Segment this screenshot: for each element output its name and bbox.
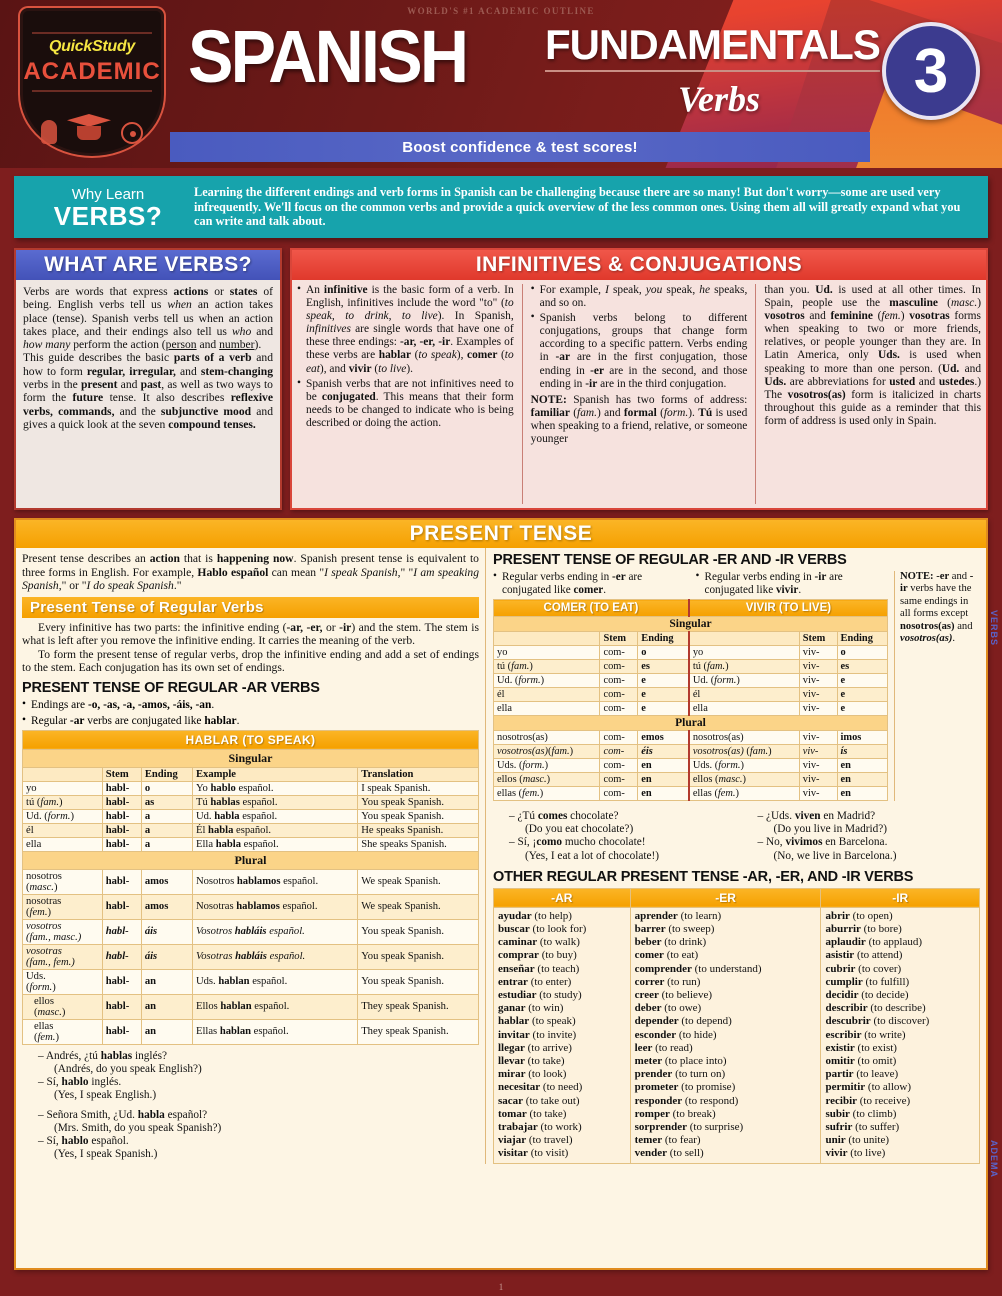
infinitives-col-2: [522, 284, 748, 504]
dialog-translation: (Do you live in Madrid?): [773, 823, 888, 836]
page-title: SPANISH: [188, 15, 467, 98]
table-row: yo habl- o Yo hablo español. I speak Spanish.: [23, 781, 479, 795]
list-item: llegar (to arrive): [498, 1041, 572, 1054]
table-row: vosotros(as)(fam.) com- éis vosotros(as) (fam.) viv- ís: [494, 745, 888, 759]
dialog-question: – ¿Uds. viven en Madrid?: [757, 810, 876, 822]
table-row: yo com- o yo viv- o: [494, 646, 888, 660]
tagline-bar: Boost confidence & test scores!: [170, 132, 870, 162]
infinitives-col-3: [755, 284, 981, 504]
vivir-dialog: [742, 810, 981, 863]
list-item: • An infinitive is the basic form of a verb. In English, infinitives include the word "to" (to speak, to drink, to live). In Spanish, infinitives are single words that have one of these three endings: -ar, -er, -ir. Examples of these verbs are hablar (to speak), comer (to eat), and vivir (to live).: [297, 284, 514, 376]
lightbulb-icon: [41, 120, 57, 144]
list-item: describir (to describe): [825, 1002, 926, 1015]
ar-verbs-heading: PRESENT TENSE OF REGULAR -AR VERBS: [22, 680, 320, 697]
why-line-2: VERBS?: [53, 200, 163, 231]
column-header: Stem: [102, 767, 141, 781]
list-item: escribir (to write): [825, 1028, 906, 1041]
what-are-verbs-title: WHAT ARE VERBS?: [16, 250, 280, 280]
list-item: necesitar (to need): [498, 1081, 583, 1094]
dialog-translation: (Yes, I eat a lot of chocolate!): [525, 849, 660, 862]
table-row: ellas (fem.) habl- an Ellas hablan español. They speak Spanish.: [23, 1019, 479, 1044]
list-item: beber (to drink): [634, 936, 707, 949]
table-row: Ud. (form.) habl- a Ud. habla español. You speak Spanish.: [23, 809, 479, 823]
infinitives-col3-text: than you. Ud. is used at all other times. In Spain, people use the masculine (masc.) vosotros and feminine (fem.) vosotras forms when speaking to two or more friends, relatives, or people younger than they are. In Latin America, only Uds. is used when speaking to more than one person. (Ud. and Uds. are abbreviations for usted and ustedes.) The vosotros(as) form is italicized in charts throughout this guide as a reminder that this form of address is used only in Spain.: [764, 284, 982, 427]
badge-rule-top: [32, 32, 152, 34]
column-header: Ending: [638, 632, 689, 646]
list-item: comprender (to understand): [634, 962, 762, 975]
table-row: nosotras (fem.) habl- amos Nosotras hablamos español. We speak Spanish.: [23, 894, 479, 919]
subtitle-verbs: Verbs: [678, 79, 761, 119]
list-item: estudiar (to study): [498, 989, 582, 1002]
list-item: cubrir (to cover): [825, 962, 902, 975]
infinitives-columns: [292, 280, 986, 508]
table-row: ellos (masc.) habl- an Ellos hablan español. They speak Spanish.: [23, 994, 479, 1019]
list-item: • Spanish verbs that are not infinitives need to be conjugated. This means that their form needs to be changed to indicate who is being described or doing the action.: [297, 378, 514, 430]
list-item: correr (to run): [634, 975, 701, 988]
list-item: recibir (to receive): [825, 1094, 911, 1107]
list-item: deber (to owe): [634, 1002, 702, 1015]
present-tense-intro: Present tense describes an action that is happening now. Spanish present tense is equivalent to three forms in English. For example, Hablo español can mean "I speak Spanish," "I am speaking Spanish," or "I do speak Spanish.": [22, 552, 480, 593]
ar-verbs-bullets: [22, 699, 479, 727]
table-row: tú (fam.) com- es tú (fam.) viv- es: [494, 660, 888, 674]
list-item: aprender (to learn): [634, 909, 722, 922]
list-item: existir (to exist): [825, 1041, 897, 1054]
group-header: Plural: [494, 716, 888, 731]
regular-verbs-para-1: Every infinitive has two parts: the infinitive ending (-ar, -er, or -ir) and the stem. The stem is what is left after you remove the infinitive ending. It carries the meaning of the verb.: [22, 620, 479, 648]
list-item: creer (to believe): [634, 989, 712, 1002]
er-ir-bullets: [493, 571, 888, 599]
table-row: ellas (fem.) com- en ellas (fem.) viv- en: [494, 787, 888, 801]
regular-verbs-para-2: To form the present tense of regular verbs, drop the infinitive ending and add a set of endings to the stem. Each conjugation has its own set of endings.: [22, 647, 479, 674]
dialog-question-translation: (Andrés, do you speak English?): [54, 1063, 202, 1076]
infinitives-title: INFINITIVES & CONJUGATIONS: [292, 250, 986, 280]
dialog-answer-translation: (Yes, I speak Spanish.): [54, 1148, 158, 1161]
graduation-cap-icon: [67, 114, 111, 144]
er-ir-verbs-heading: PRESENT TENSE OF REGULAR -ER AND -IR VERBS: [493, 552, 847, 568]
verb-list-header: -ER: [630, 888, 821, 907]
side-tab-bottom[interactable]: ADEMA: [989, 1140, 999, 1178]
hablar-conjugation-table: [22, 730, 479, 1045]
dialog-question: – No, vivimos en Barcelona.: [757, 836, 888, 849]
present-tense-left-column: [16, 548, 486, 1164]
world-academic-outline-note: WORLD'S #1 ACADEMIC OUTLINE: [407, 6, 595, 16]
table-row: nosotros(as) com- emos nosotros(as) viv- imos: [494, 731, 888, 745]
table-row: él habl- a Él habla español. He speaks Spanish.: [23, 823, 479, 837]
table-row: nosotros (masc.) habl- amos Nosotros hablamos español. We speak Spanish.: [23, 869, 479, 894]
present-tense-section: [14, 518, 988, 1270]
table-title-comer: COMER (TO EAT): [494, 600, 689, 617]
table-row: ella habl- a Ella habla español. She speaks Spanish.: [23, 837, 479, 851]
list-item: hablar (to speak): [498, 1015, 576, 1028]
verb-list-cell: [494, 907, 631, 1163]
ar-dialog-examples: [22, 1050, 479, 1162]
list-item: omitir (to omit): [825, 1055, 897, 1068]
side-tab-top[interactable]: VERBS: [989, 610, 999, 647]
list-item: comer (to eat): [634, 949, 699, 962]
table-title: HABLAR (TO SPEAK): [23, 730, 479, 749]
verb-list-header: -IR: [821, 888, 980, 907]
er-ir-row: [493, 571, 980, 801]
why-learn-verbs-banner: [14, 176, 988, 238]
column-header: Stem: [799, 632, 837, 646]
list-item: decidir (to decide): [825, 989, 909, 1002]
list-item: unir (to unite): [825, 1134, 890, 1147]
table-row: vosotras (fam., fem.) habl- áis Vosotras habláis español. You speak Spanish.: [23, 944, 479, 969]
present-tense-right-column: [486, 548, 986, 1164]
list-item: viajar (to travel): [498, 1134, 573, 1147]
list-item: caminar (to walk): [498, 936, 580, 949]
dialog-translation: (No, we live in Barcelona.): [773, 849, 897, 862]
what-are-verbs-panel: [14, 248, 282, 510]
list-item: • Spanish verbs belong to different conjugations, groups that change form according to a specific pattern. Verbs ending in -ar are in the first conjugation, those ending in -er are in the second, and those ending in -ir are in the third conjugation.: [531, 312, 748, 391]
table-row: él com- e él viv- e: [494, 688, 888, 702]
list-item: tomar (to take): [498, 1107, 567, 1120]
guide-number-badge: 3: [882, 22, 980, 120]
list-item: barrer (to sweep): [634, 923, 715, 936]
list-item: vivir (to live): [825, 1147, 886, 1160]
infinitives-note: NOTE: Spanish has two forms of address: familiar (fam.) and formal (form.). Tú is used when speaking to a friend, relative, or someone younger: [530, 393, 748, 446]
list-item: entrar (to enter): [498, 975, 572, 988]
list-item: invitar (to invite): [498, 1028, 577, 1041]
list-item: prender (to turn on): [634, 1068, 726, 1081]
er-ir-main: [493, 571, 888, 801]
page-header: [0, 0, 1002, 168]
list-item: buscar (to look for): [498, 923, 587, 936]
list-item: subir (to climb): [825, 1107, 897, 1120]
page-number: 1: [498, 1282, 504, 1292]
table-row: tú (fam.) habl- as Tú hablas español. You speak Spanish.: [23, 795, 479, 809]
list-item: aburrir (to bore): [825, 923, 902, 936]
column-header: Translation: [358, 767, 479, 781]
dialog-question: – Señora Smith, ¿Ud. habla español?: [38, 1108, 208, 1121]
what-are-verbs-p2: This guide describes the basic parts of a verb and how to form regular, irregular, and stem-changing verbs in the present and past, as well as two ways to form the future tense. It also describes reflexive verbs, commands, and the subjunctive mood and gives a quick look at the seven compound tenses.: [23, 351, 274, 431]
table-title-vivir: VIVIR (TO LIVE): [689, 600, 888, 617]
subtitle-fundamentals: FUNDAMENTALS: [545, 24, 880, 72]
list-item: visitar (to visit): [498, 1147, 569, 1160]
badge-academic-label: ACADEMIC: [23, 58, 161, 85]
dialog-answer: – Sí, hablo inglés.: [38, 1076, 122, 1089]
present-tense-title: PRESENT TENSE: [16, 520, 986, 548]
dialog-question: – Sí, ¡como mucho chocolate!: [509, 836, 646, 849]
list-item: sufrir (to suffer): [825, 1121, 900, 1134]
atom-icon: [121, 122, 143, 144]
dialog-answer-translation: (Yes, I speak English.): [54, 1089, 157, 1102]
group-header: Singular: [23, 749, 479, 767]
group-header: Singular: [494, 617, 888, 632]
list-item: responder (to respond): [634, 1094, 739, 1107]
dialog-question-translation: (Mrs. Smith, do you speak Spanish?): [54, 1121, 222, 1134]
er-ir-note: NOTE: -er and -ir verbs have the same endings in all forms except nosotros(as) and vosotros(as).: [894, 571, 980, 801]
other-regular-verbs-table: [493, 888, 980, 1164]
list-item: llevar (to take): [498, 1055, 565, 1068]
column-header: Ending: [141, 767, 192, 781]
list-item: abrir (to open): [825, 909, 893, 922]
other-regular-verbs-heading: OTHER REGULAR PRESENT TENSE -AR, -ER, AND -IR VERBS: [493, 868, 914, 885]
list-item: • Regular verbs ending in -er are conjugated like comer.: [493, 571, 686, 597]
comer-vivir-conjugation-table: [493, 599, 888, 801]
list-item: asistir (to attend): [825, 949, 903, 962]
present-tense-columns: [16, 548, 986, 1164]
column-header: Example: [192, 767, 357, 781]
list-item: trabajar (to work): [498, 1121, 582, 1134]
list-item: vender (to sell): [634, 1147, 704, 1160]
list-item: temer (to fear): [634, 1134, 701, 1147]
list-item: • For example, I speak, you speak, he speaks, and so on.: [531, 284, 748, 310]
list-item: leer (to read): [634, 1041, 693, 1054]
list-item: • Regular -ar verbs are conjugated like hablar.: [22, 715, 479, 728]
dialog-question: – ¿Tú comes chocolate?: [509, 810, 619, 822]
infinitives-col1-list: [297, 284, 514, 430]
what-are-verbs-p1: Verbs are words that express actions or states of being. English verbs tell us when an action takes place (tense). Spanish verbs tell us when an action takes place, and their endings also tell us who and how many perform the action (person and number).: [23, 285, 274, 352]
list-item: aplaudir (to applaud): [825, 936, 923, 949]
list-item: • Endings are -o, -as, -a, -amos, -áis, -an.: [22, 699, 479, 712]
column-header: [23, 767, 103, 781]
list-item: enseñar (to teach): [498, 962, 580, 975]
dialog-translation: (Do you eat chocolate?): [525, 823, 634, 836]
column-header: Ending: [837, 632, 887, 646]
list-item: meter (to place into): [634, 1055, 727, 1068]
er-bullet-list: [493, 571, 686, 597]
list-item: cumplir (to fulfill): [825, 975, 910, 988]
ir-bullet-list: [696, 571, 889, 597]
er-ir-dialog-examples: [493, 805, 980, 863]
list-item: depender (to depend): [634, 1015, 732, 1028]
list-item: partir (to leave): [825, 1068, 899, 1081]
list-item: esconder (to hide): [634, 1028, 717, 1041]
list-item: prometer (to promise): [634, 1081, 736, 1094]
infinitives-conjugations-panel: [290, 248, 988, 510]
infinitives-col-1: [297, 284, 514, 504]
table-row: ella com- e ella viv- e: [494, 702, 888, 716]
column-header: Stem: [600, 632, 638, 646]
badge-rule-bottom: [32, 90, 152, 92]
list-item: ganar (to win): [498, 1002, 564, 1015]
why-line-1: Why Learn: [71, 185, 145, 203]
table-row: ellos (masc.) com- en ellos (masc.) viv- en: [494, 773, 888, 787]
table-row: Uds. (form.) habl- an Uds. hablan español. You speak Spanish.: [23, 969, 479, 994]
regular-verbs-subheading: Present Tense of Regular Verbs: [22, 597, 479, 618]
list-item: sorprender (to surprise): [634, 1121, 744, 1134]
list-item: sacar (to take out): [498, 1094, 580, 1107]
list-item: ayudar (to help): [498, 909, 572, 922]
list-item: permitir (to allow): [825, 1081, 911, 1094]
list-item: mirar (to look): [498, 1068, 567, 1081]
list-item: descubrir (to discover): [825, 1015, 930, 1028]
dialog-answer: – Sí, hablo español.: [38, 1135, 129, 1148]
list-item: comprar (to buy): [498, 949, 577, 962]
group-header: Plural: [23, 851, 479, 869]
verb-list-header: -AR: [494, 888, 631, 907]
table-row: Uds. (form.) com- en Uds. (form.) viv- en: [494, 759, 888, 773]
table-row: Ud. (form.) com- e Ud. (form.) viv- e: [494, 674, 888, 688]
dialog-question: – Andrés, ¿tú hablas inglés?: [38, 1049, 167, 1062]
verb-list-cell: [630, 907, 821, 1163]
badge-quickstudy-label: QuickStudy: [49, 38, 135, 55]
quickstudy-academic-badge: [18, 6, 166, 158]
why-learn-verbs-text: Learning the different endings and verb forms in Spanish can be challenging because there are so many! But don't worry—some are used very infrequently. We'll focus on the common verbs and provide a quick overview of the less common ones. Using them all will greatly expand what you can write and talk about.: [194, 185, 961, 229]
verb-list-cell: [821, 907, 980, 1163]
table-row: vosotros (fam., masc.) habl- áis Vosotros habláis español. You speak Spanish.: [23, 919, 479, 944]
list-item: • Regular verbs ending in -ir are conjugated like vivir.: [696, 571, 889, 597]
badge-icon-group: [18, 114, 166, 144]
what-are-verbs-body: [16, 280, 280, 436]
infinitives-col2-list: [531, 284, 748, 391]
why-learn-verbs-heading: [14, 186, 194, 229]
list-item: romper (to break): [634, 1107, 716, 1120]
top-panels-row: [14, 248, 988, 510]
comer-dialog: [493, 810, 732, 863]
